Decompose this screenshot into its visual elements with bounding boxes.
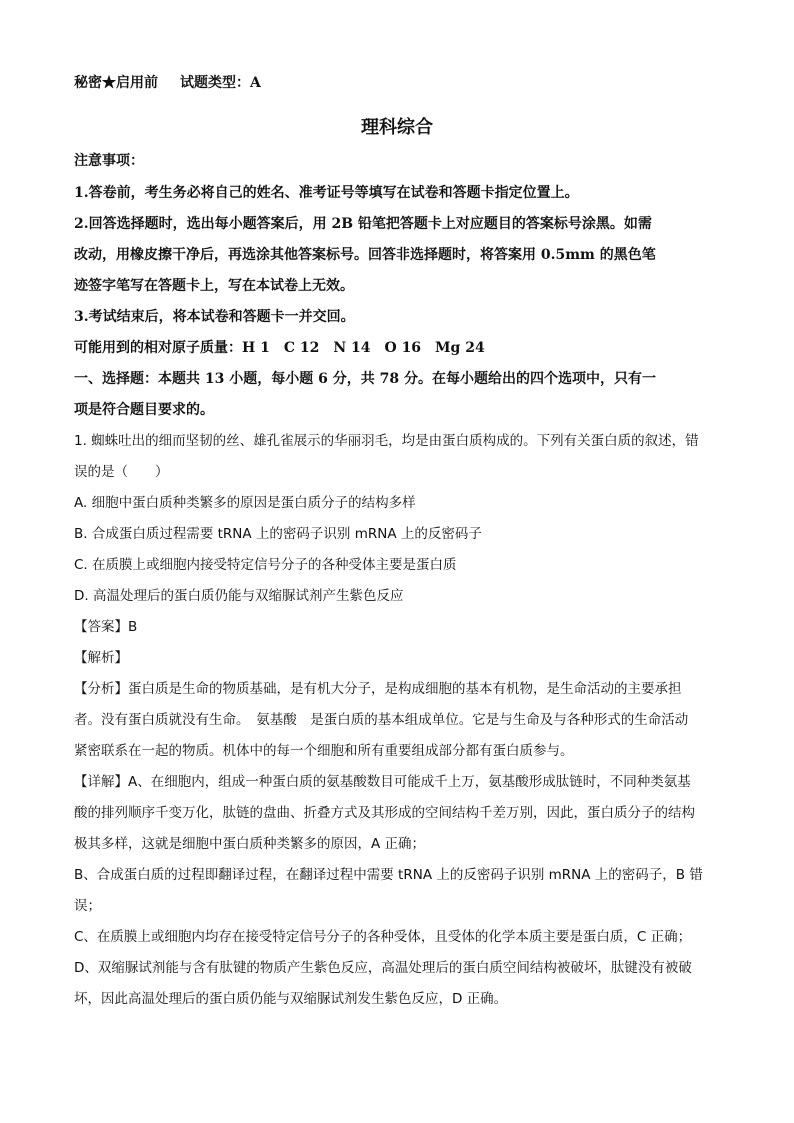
fenxi-text: 蛋白质是生命的物质基础，是有机大分子，是构成细胞的基本有机物，是生命活动的主要承担: [128, 681, 682, 697]
page-title: 理科综合: [361, 117, 433, 138]
option-a: A. 细胞中蛋白质种类繁多的原因是蛋白质分子的结构多样: [74, 495, 416, 511]
notice-item: 3.考试结束后，将本试卷和答题卡一并交回。: [74, 309, 355, 325]
xiangjie-text: 误；: [74, 898, 101, 914]
xiangjie-text: 酸的排列顺序千变万化，肽链的盘曲、折叠方式及其形成的空间结构千差万别，因此，蛋白质分子的结构: [74, 805, 695, 821]
answer-line: [74, 617, 137, 637]
question-stem-cont: 误的是（ ）: [74, 464, 169, 480]
fenxi-line: [74, 679, 682, 699]
option-b: B. 合成蛋白质过程需要 tRNA 上的密码子识别 mRNA 上的反密码子: [74, 526, 482, 542]
header-line: [74, 73, 261, 93]
atomic-masses: 可能用到的相对原子质量：H 1 C 12 N 14 O 16 Mg 24: [74, 340, 485, 356]
fenxi-tag: 【分析】: [74, 681, 128, 697]
section-heading-cont: 项是符合题目要求的。: [74, 402, 214, 418]
xiangjie-text: C、在质膜上或细胞内均存在接受特定信号分子的各种受体，且受体的化学本质主要是蛋白质，C 正确；: [74, 929, 692, 945]
answer-tag: 【答案】: [74, 619, 128, 635]
notice-item: 迹签字笔写在答题卡上，写在本试卷上无效。: [74, 278, 354, 294]
xiangjie-text: A、在细胞内，组成一种蛋白质的氨基酸数目可能成千上万，氨基酸形成肽链时，不同种类氨基: [128, 774, 691, 790]
xiangjie-text: 极其多样，这就是细胞中蛋白质种类繁多的原因，A 正确；: [74, 836, 426, 852]
notice-heading: 注意事项：: [74, 153, 144, 169]
section-heading: 一、选择题：本题共 13 小题，每小题 6 分，共 78 分。在每小题给出的四个选项中，只有一: [74, 371, 656, 387]
option-c: C. 在质膜上或细胞内接受特定信号分子的各种受体主要是蛋白质: [74, 557, 457, 573]
analysis-tag: 【解析】: [74, 650, 128, 666]
notice-item: 2.回答选择题时，选出每小题答案后，用 2B 铅笔把答题卡上对应题目的答案标号涂黑。如需: [74, 216, 652, 232]
answer-value: B: [128, 619, 138, 635]
xiangjie-text: D、双缩脲试剂能与含有肽键的物质产生紫色反应，高温处理后的蛋白质空间结构被破坏，肽键没有被破: [74, 960, 692, 976]
question-stem: 1. 蜘蛛吐出的细而坚韧的丝、雄孔雀展示的华丽羽毛，均是由蛋白质构成的。下列有关蛋白质的叙述，错: [74, 433, 699, 449]
xiangjie-tag: 【详解】: [74, 774, 128, 790]
xiangjie-text: 坏，因此高温处理后的蛋白质仍能与双缩脲试剂发生紫色反应，D 正确。: [74, 991, 508, 1007]
fenxi-text: 紧密联系在一起的物质。机体中的每一个细胞和所有重要组成部分都有蛋白质参与。: [74, 743, 574, 759]
exam-type-label: 试题类型：A: [180, 75, 261, 91]
notice-item: 1.答卷前，考生务必将自己的姓名、准考证号等填写在试卷和答题卡指定位置上。: [74, 185, 579, 201]
option-d: D. 高温处理后的蛋白质仍能与双缩脲试剂产生紫色反应: [74, 588, 404, 604]
xiangjie-text: B、合成蛋白质的过程即翻译过程，在翻译过程中需要 tRNA 上的反密码子识别 mRNA 上的密码子，B 错: [74, 867, 703, 883]
confidential-label: 秘密★启用前: [74, 75, 158, 91]
notice-item: 改动，用橡皮擦干净后，再选涂其他答案标号。回答非选择题时，将答案用 0.5mm 的黑色笔: [74, 247, 656, 263]
xiangjie-line: [74, 772, 691, 792]
fenxi-text: 者。没有蛋白质就没有生命。 氨基酸 是蛋白质的基本组成单位。它是与生命及与各种形式的生命活动: [74, 712, 689, 728]
